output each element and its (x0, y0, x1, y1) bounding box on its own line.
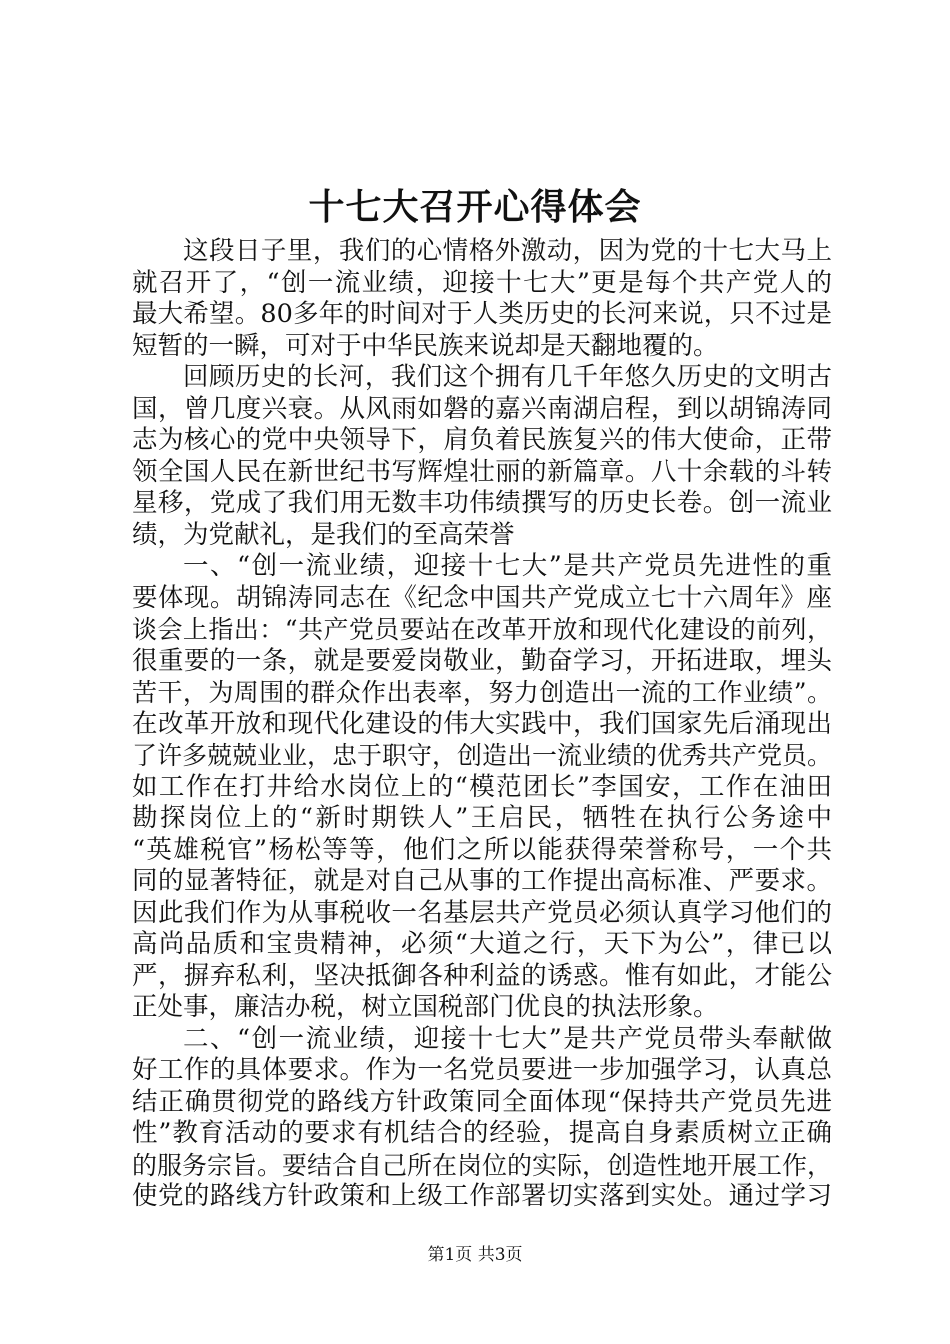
text-line: 性”教育活动的要求有机结合的经验，提高自身素质树立正确 (132, 1118, 832, 1148)
text-line: 谈会上指出：“共产党员要站在改革开放和现代化建设的前列， (132, 615, 832, 644)
text-line: 很重要的一条，就是要爱岗敬业，勤奋学习，开拓进取，埋头 (132, 645, 832, 676)
text-line: 苦干，为周围的群众作出表率，努力创造出一流的工作业绩”。 (132, 678, 832, 707)
text-line: 高尚品质和宝贵精神，必须“大道之行，天下为公”，律已以 (132, 929, 832, 959)
text-line: 最大希望。80多年的时间对于人类历史的长河来说，只不过是 (132, 299, 832, 329)
text-line: 同的显著特征，就是对自己从事的工作提出高标准、严要求。 (132, 866, 832, 896)
text-line: 国，曾几度兴衰。从风雨如磐的嘉兴南湖启程，到以胡锦涛同 (132, 393, 832, 424)
text-line: 领全国人民在新世纪书写辉煌壮丽的新篇章。八十余载的斗转 (132, 456, 832, 487)
text-line: 正处事，廉洁办税，树立国税部门优良的执法形象。 (132, 992, 719, 1022)
text-line: 短暂的一瞬，可对于中华民族来说却是天翻地覆的。 (132, 330, 719, 361)
text-line: 星移，党成了我们用无数丰功伟绩撰写的历史长卷。创一流业 (132, 488, 832, 518)
text-line: “英雄税官”杨松等等，他们之所以能获得荣誉称号，一个共 (132, 834, 832, 865)
text-line: 好工作的具体要求。作为一名党员要进一步加强学习，认真总 (132, 1055, 832, 1085)
text-line: 要体现。胡锦涛同志在《纪念中国共产党成立七十六周年》座 (132, 582, 832, 613)
text-line: 绩，为党献礼，是我们的至高荣誉 (132, 519, 515, 550)
text-line: 严，摒弃私利，坚决抵御各种利益的诱惑。惟有如此，才能公 (132, 960, 832, 991)
page-footer: 第1页 共3页 (427, 1245, 523, 1265)
text-line: 了许多兢兢业业，忠于职守，创造出一流业绩的优秀共产党员。 (132, 741, 833, 770)
text-line: 志为核心的党中央领导下，肩负着民族复兴的伟大使命，正带 (132, 425, 832, 455)
text-line: 如工作在打井给水岗位上的“模范团长”李国安，工作在油田 (132, 771, 832, 802)
text-line: 回顾历史的长河，我们这个拥有几千年悠久历史的文明古 (183, 362, 832, 392)
text-line: 勘探岗位上的“新时期铁人”王启民，牺牲在执行公务途中 (132, 803, 832, 833)
text-line: 就召开了，“创一流业绩，迎接十七大”更是每个共产党人的 (132, 267, 832, 298)
text-line: 在改革开放和现代化建设的伟大实践中，我们国家先后涌现出 (132, 708, 832, 739)
text-line: 使党的路线方针政策和上级工作部署切实落到实处。通过学习 (132, 1181, 832, 1211)
text-line: 二、“创一流业绩，迎接十七大”是共产党员带头奉献做 (183, 1023, 832, 1054)
text-line: 结正确贯彻党的路线方针政策同全面体现“保持共产党员先进 (132, 1086, 832, 1117)
text-line: 的服务宗旨。要结合自己所在岗位的实际，创造性地开展工作， (132, 1150, 833, 1180)
document-body (132, 236, 832, 1213)
text-line: 这段日子里，我们的心情格外激动，因为党的十七大马上 (183, 236, 832, 266)
text-line: 因此我们作为从事税收一名基层共产党员必须认真学习他们的 (132, 897, 832, 928)
text-line: 一、“创一流业绩，迎接十七大”是共产党员先进性的重 (183, 551, 832, 581)
document-title: 十七大召开心得体会 (308, 186, 642, 228)
